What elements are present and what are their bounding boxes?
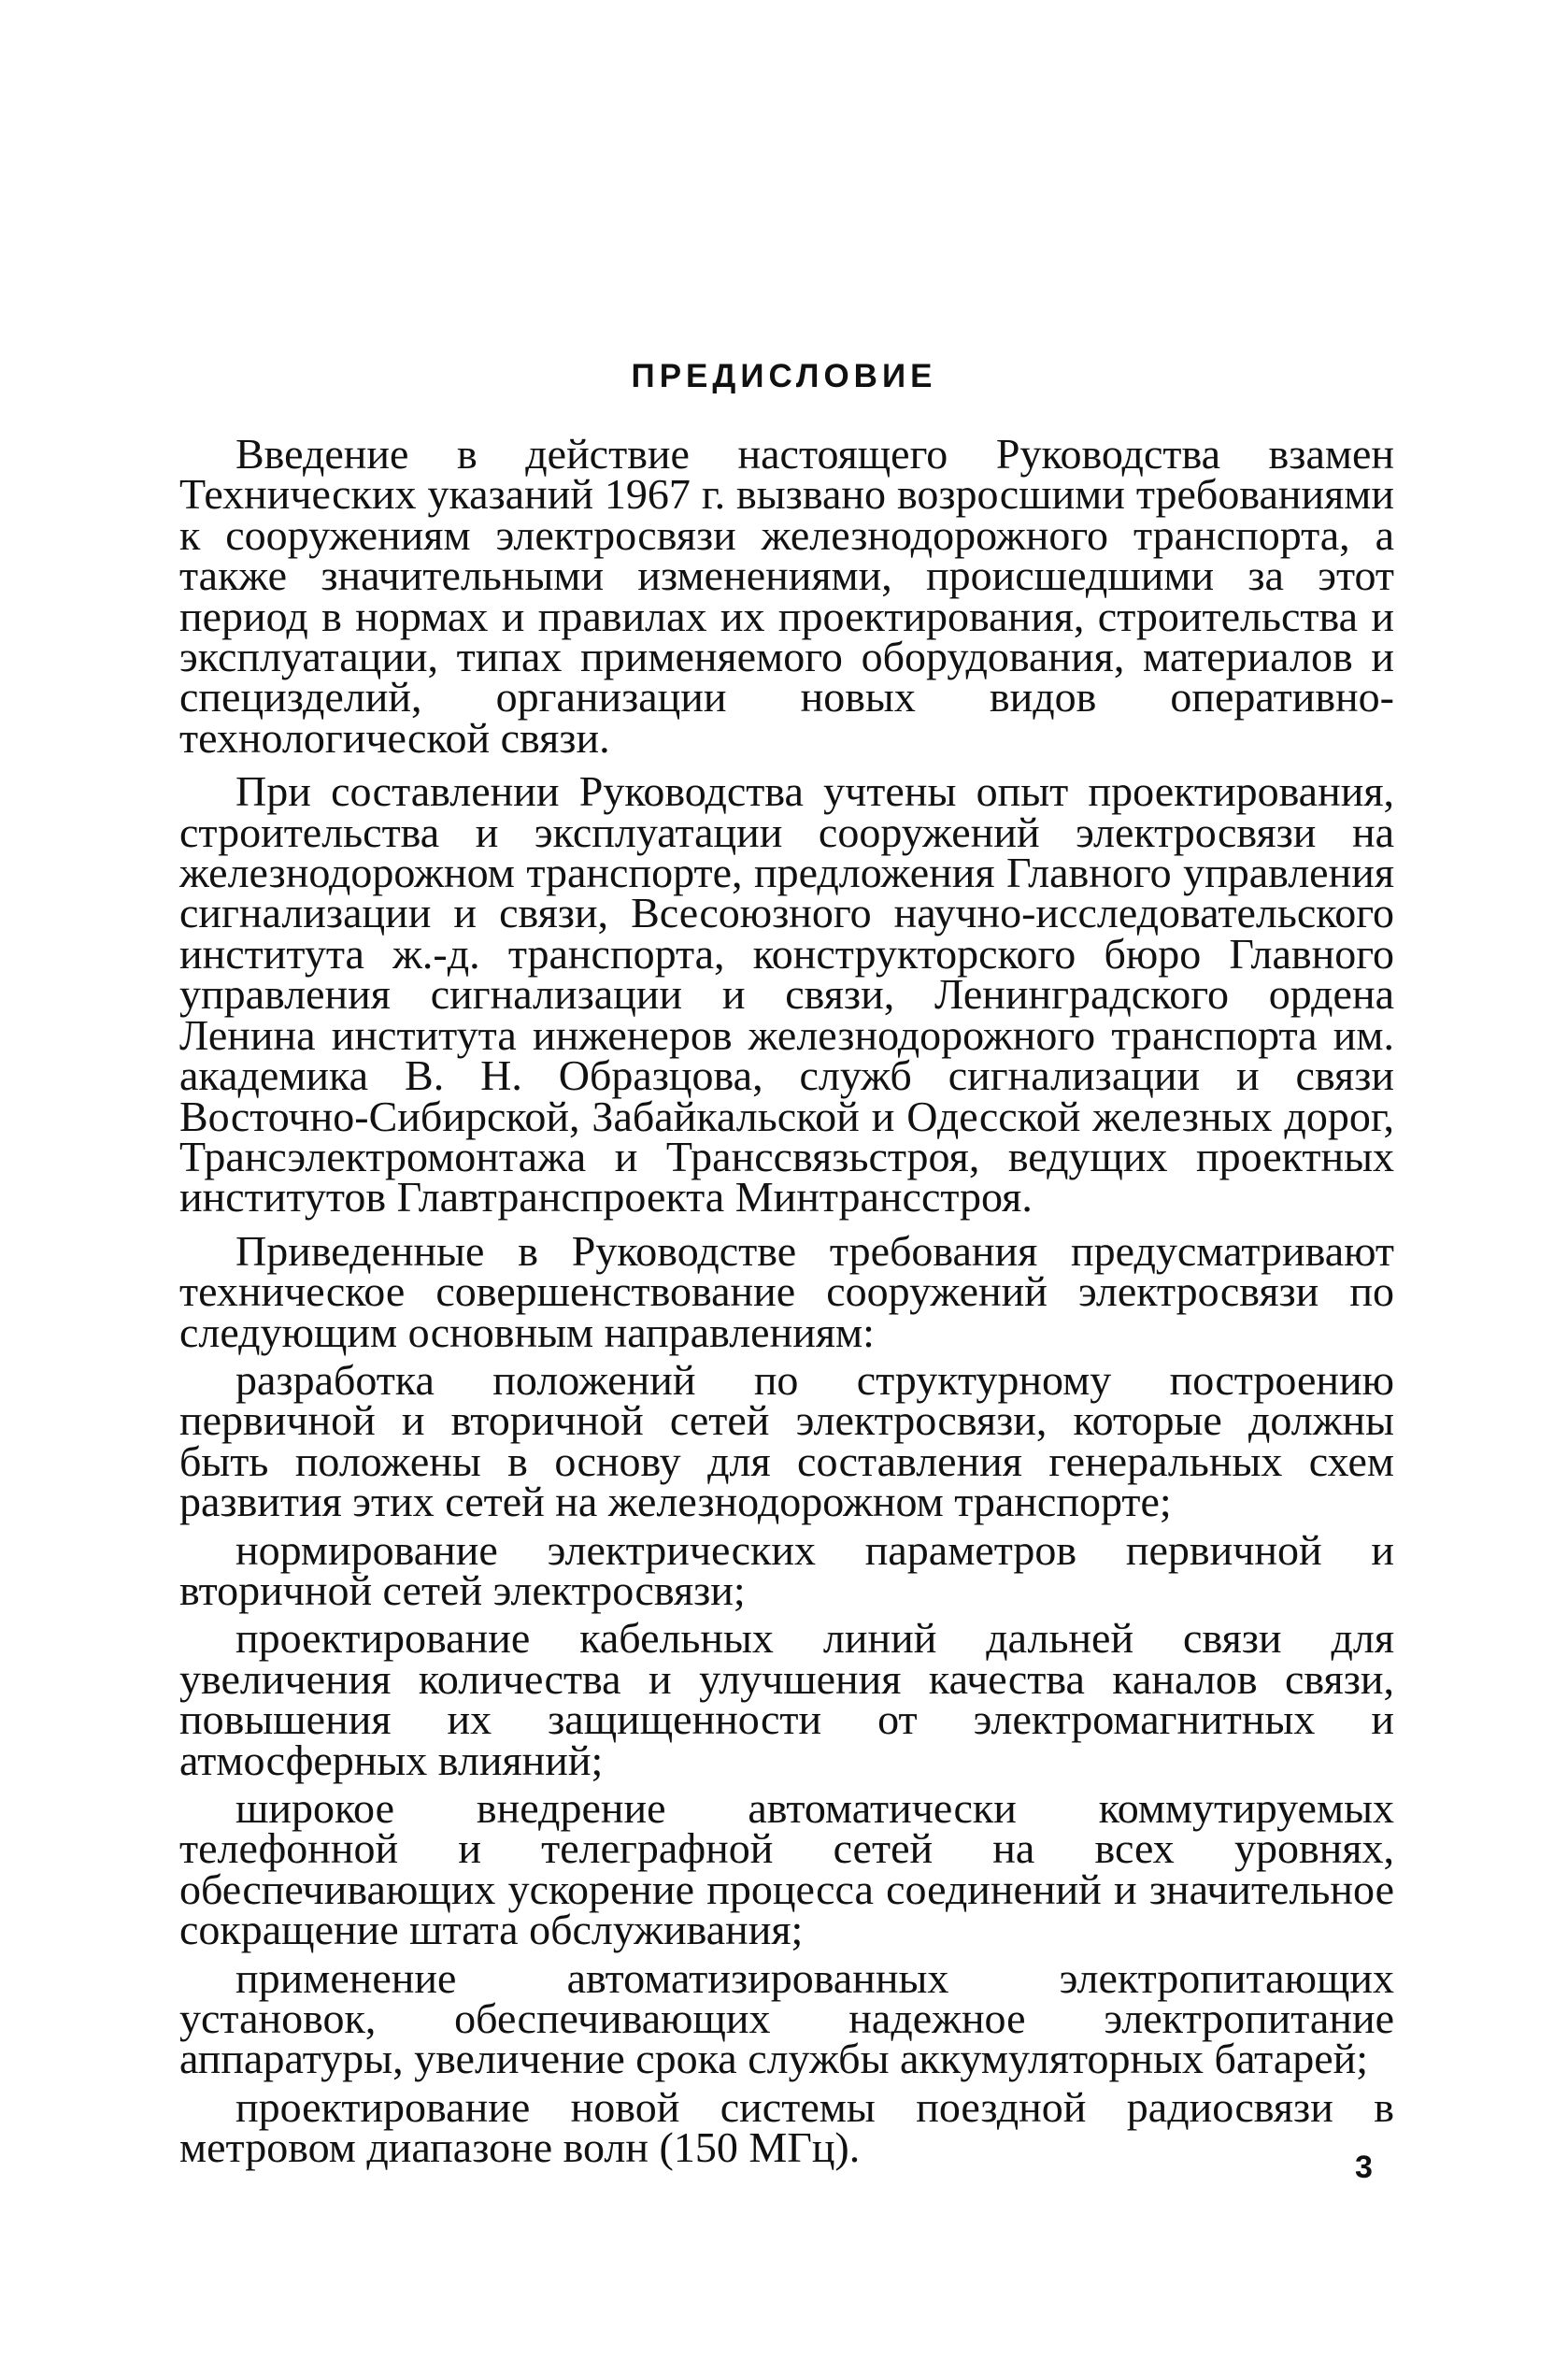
list-item: разработка положений по структурному построению первичной и вторичной сетей электросвязи, которые должны быть положены в основу для составления генеральных схем развития этих сетей на железнодорожном транспорте;: [179, 1355, 1394, 1526]
list-item: проектирование кабельных линий дальней связи для увеличения количества и улучшения качества каналов связи, повышения их защищенности от электромагнитных и атмосферных влияний;: [179, 1614, 1394, 1784]
list-item: широкое внедрение автоматически коммутируемых телефонной и телеграфной сетей на всех уровнях, обеспечивающих ускорение процесса соединений и значительное сокращение штата обслуживания;: [179, 1784, 1394, 1954]
list-item: проектирование новой системы поездной радиосвязи в метровом диапазоне волн (150 МГц).: [179, 2082, 1394, 2172]
paragraph-directions: Приведенные в Руководстве требования предусматривают техническое совершенствование сооружений электросвязи по следующим основным направлениям:: [179, 1226, 1394, 1356]
preface-body: [179, 430, 1394, 2176]
list-item: нормирование электрических параметров первичной и вторичной сетей электросвязи;: [179, 1525, 1394, 1614]
page-number: 3: [1355, 2150, 1373, 2185]
list-item: применение автоматизированных электропитающих установок, обеспечивающих надежное электропитание аппаратуры, увеличение срока службы аккумуляторных батарей;: [179, 1953, 1394, 2083]
page-title: ПРЕДИСЛОВИЕ: [631, 358, 937, 394]
paragraph-sources: При составлении Руководства учтены опыт проектирования, строительства и эксплуатации сооружений электросвязи на железнодорожном транспорте, предложения Главного управления сигнализации и связи, Всесоюзного научно-исследовательского института ж.-д. транспорта, конструкторского бюро Главного управления сигнализации и связи, Ленинградского ордена Ленина института инженеров железнодорожного транспорта им. академика В. Н. Образцова, служб сигнализации и связи Восточно-Сибирской, Забайкальской и Одесской железных дорог, Трансэлектромонтажа и Транссвязьстроя, ведущих проектных институтов Главтранспроекта Минтрансстроя.: [179, 767, 1394, 1222]
paragraph-intro: Введение в действие настоящего Руководства взамен Технических указаний 1967 г. вызвано возросшими требованиями к сооружениям электросвязи железнодорожного транспорта, а также значительными изменениями, происшедшими за этот период в нормах и правилах их проектирования, строительства и эксплуатации, типах применяемого оборудования, материалов и специзделий, организации новых видов оперативно-технологической связи.: [179, 430, 1394, 762]
